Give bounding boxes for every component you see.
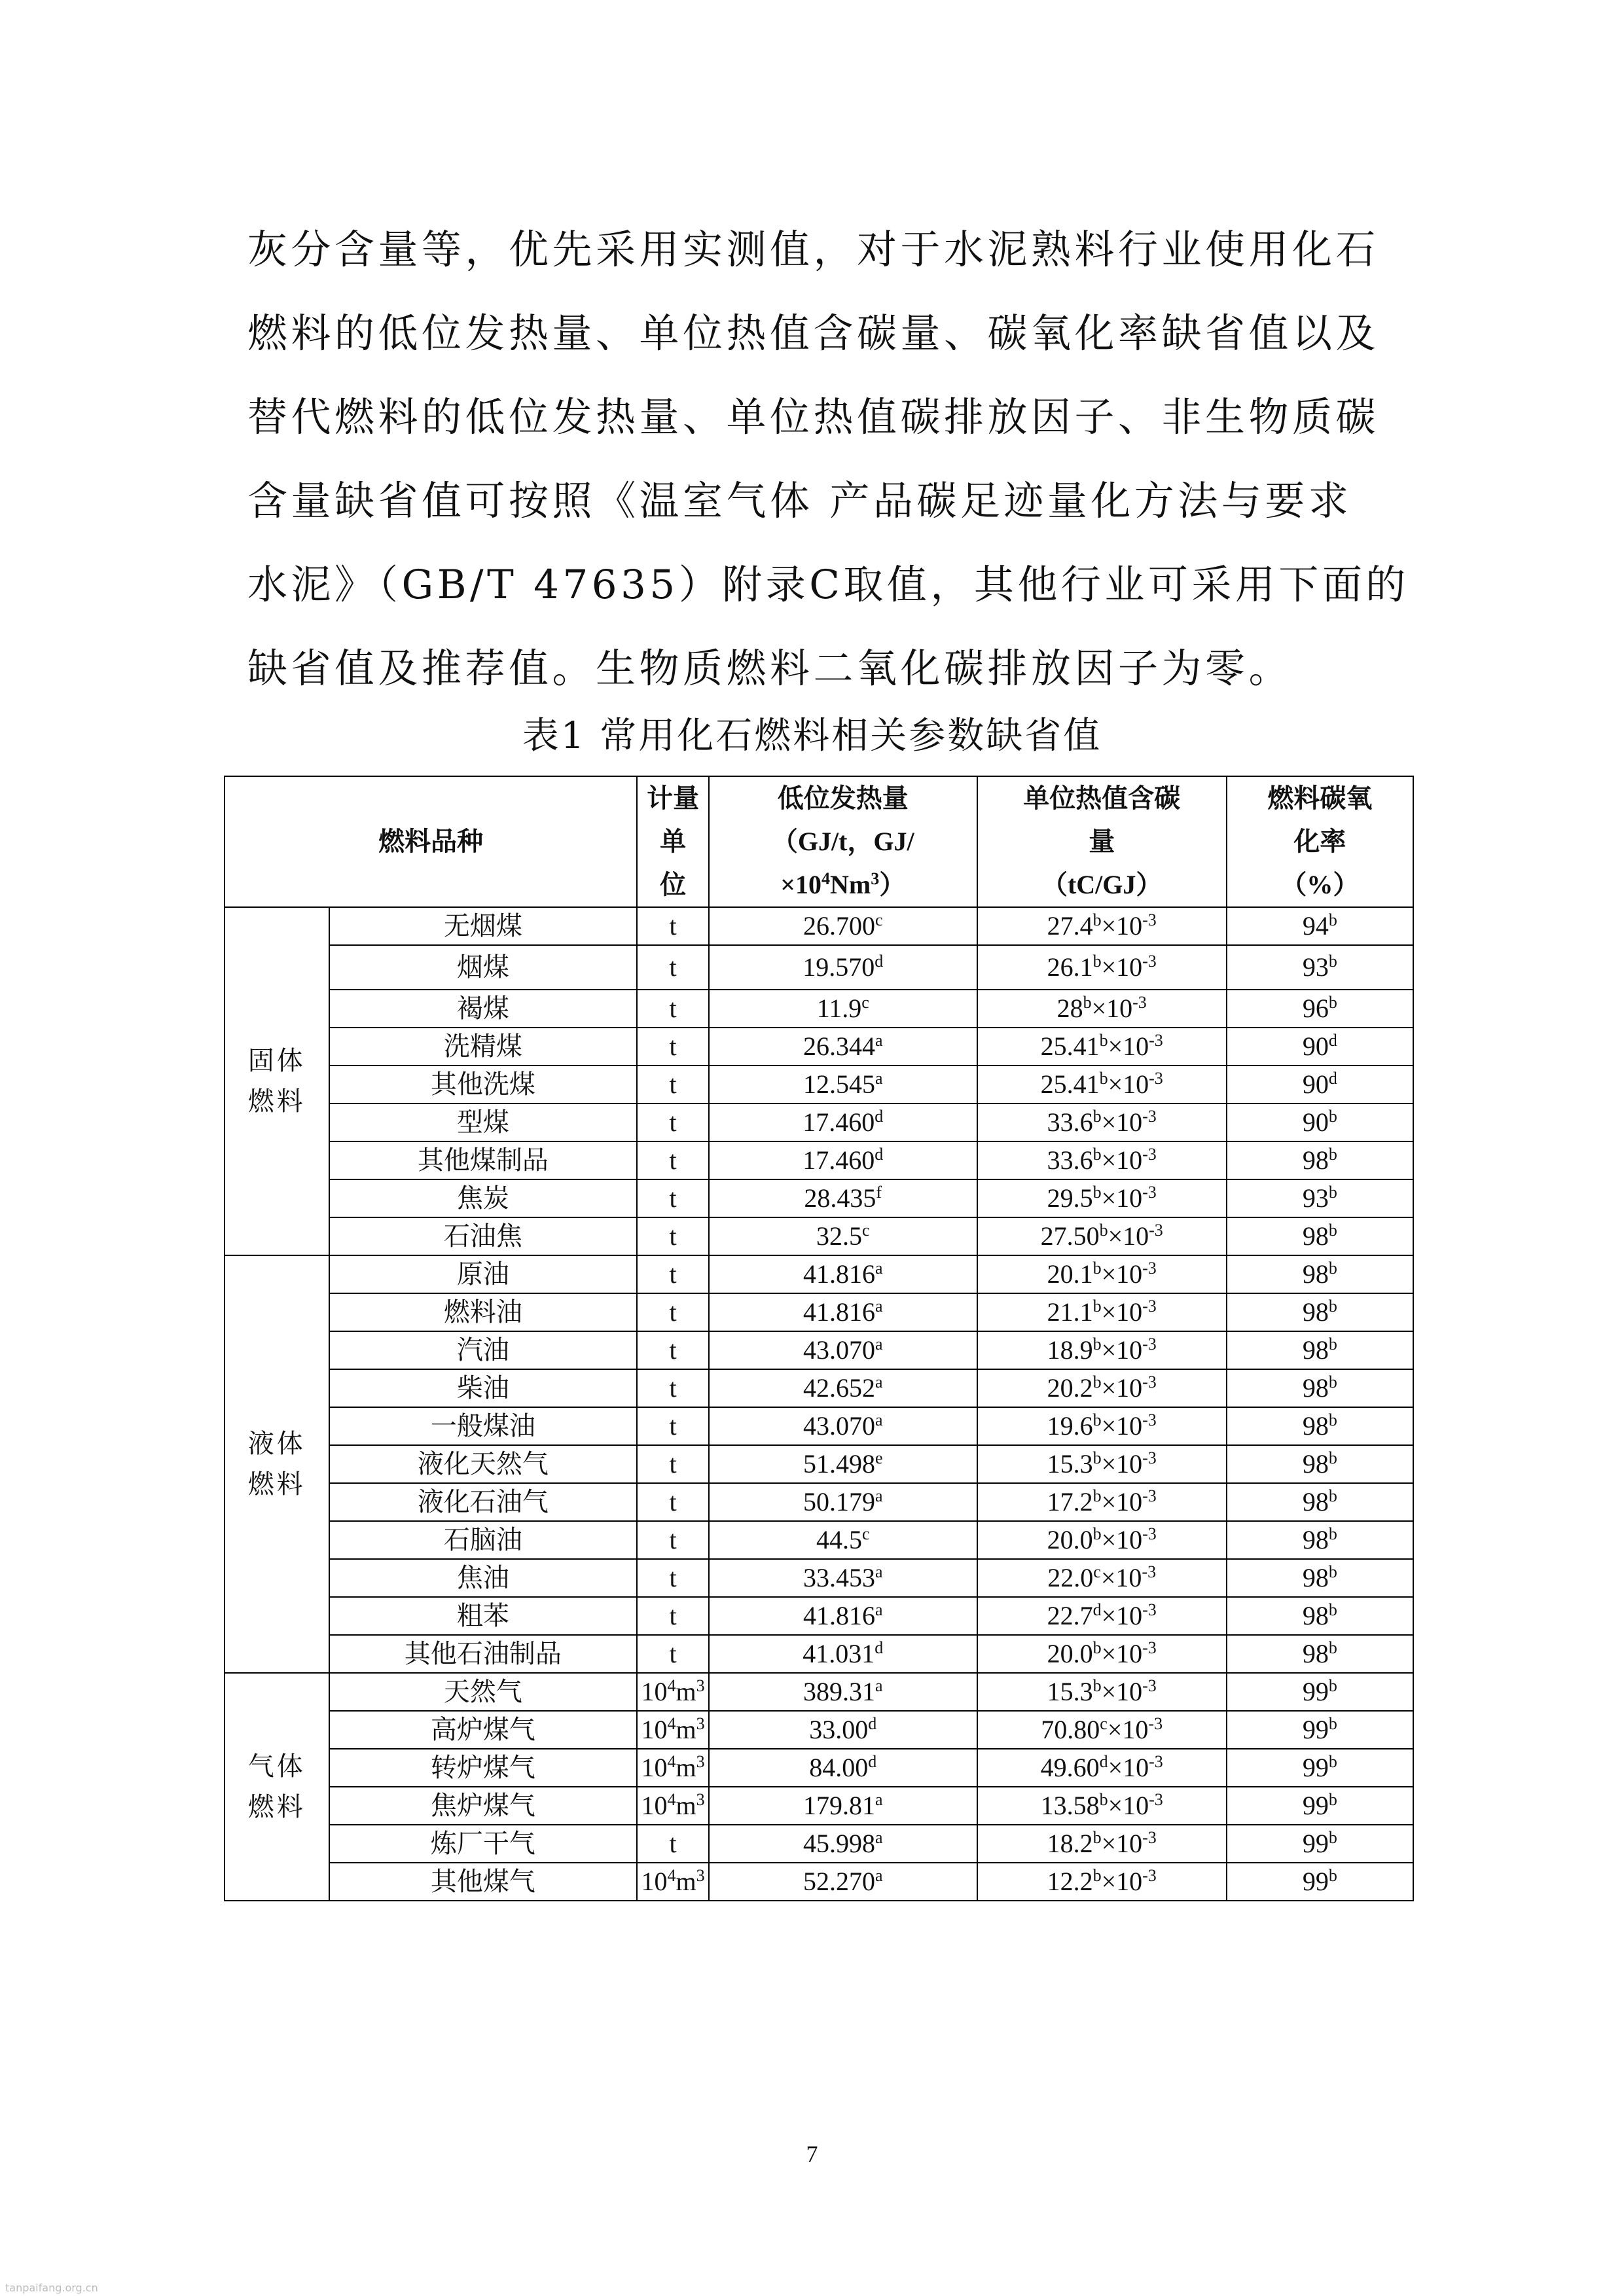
fuel-category-liquid: 液体 燃料 [225, 1255, 329, 1673]
carbon-content-cell: $29.5^b\times 10^{-3}$ [977, 1179, 1227, 1217]
ncv-cell: 32.5$^c$ [709, 1217, 977, 1255]
carbon-content-cell: $22.7^d\times 10^{-3}$ [977, 1597, 1227, 1635]
unit-cell: t [637, 1369, 709, 1407]
ncv-cell: 41.816$^a$ [709, 1255, 977, 1293]
unit-cell: $10^4m^3$ [637, 1749, 709, 1787]
ncv-cell: 26.700$^c$ [709, 907, 977, 945]
fuel-name-cell: 一般煤油 [329, 1407, 638, 1445]
unit-cell: t [637, 1597, 709, 1635]
fuel-name-cell: 汽油 [329, 1331, 638, 1369]
oxidation-rate-cell: 96$^b$ [1227, 990, 1413, 1028]
fuel-name-cell: 转炉煤气 [329, 1749, 638, 1787]
oxidation-rate-cell: 93$^b$ [1227, 1179, 1413, 1217]
carbon-content-cell: $27.4^b\times 10^{-3}$ [977, 907, 1227, 945]
table-row [225, 1066, 1413, 1103]
fuel-name-cell: 石脑油 [329, 1521, 638, 1559]
table-row [225, 1597, 1413, 1635]
carbon-content-cell: $13.58^b\times 10^{-3}$ [977, 1787, 1227, 1825]
oxidation-rate-cell: 90$^d$ [1227, 1066, 1413, 1103]
unit-cell: t [637, 1483, 709, 1521]
oxidation-rate-cell: 93$^b$ [1227, 945, 1413, 990]
carbon-content-cell: $19.6^b\times 10^{-3}$ [977, 1407, 1227, 1445]
carbon-content-cell: $26.1^b\times 10^{-3}$ [977, 945, 1227, 990]
table-caption: 表1 常用化石燃料相关参数缺省值 [522, 715, 1102, 757]
carbon-content-cell: $25.41^b\times 10^{-3}$ [977, 1028, 1227, 1066]
fuel-category-gas: 气体 燃料 [225, 1673, 329, 1901]
unit-cell: t [637, 990, 709, 1028]
table-row [225, 1483, 1413, 1521]
ncv-cell: 179.81$^a$ [709, 1787, 977, 1825]
unit-cell: t [637, 945, 709, 990]
unit-cell: t [637, 1825, 709, 1863]
table-row [225, 1407, 1413, 1445]
fuel-name-cell: 其他洗煤 [329, 1066, 638, 1103]
table-row [225, 1141, 1413, 1179]
carbon-content-cell: $33.6^b\times 10^{-3}$ [977, 1103, 1227, 1141]
ncv-cell: 41.816$^a$ [709, 1597, 977, 1635]
fuel-name-cell: 原油 [329, 1255, 638, 1293]
carbon-content-cell: $18.2^b\times 10^{-3}$ [977, 1825, 1227, 1863]
table-row [225, 1521, 1413, 1559]
oxidation-rate-cell: 99$^b$ [1227, 1787, 1413, 1825]
unit-cell: t [637, 1217, 709, 1255]
table-row [225, 1445, 1413, 1483]
ncv-cell: 41.816$^a$ [709, 1293, 977, 1331]
fuel-name-cell: 液化石油气 [329, 1483, 638, 1521]
oxidation-rate-cell: 98$^b$ [1227, 1597, 1413, 1635]
unit-cell: t [637, 1521, 709, 1559]
fuel-name-cell: 炼厂干气 [329, 1825, 638, 1863]
fuel-name-cell: 烟煤 [329, 945, 638, 990]
ncv-cell: 42.652$^a$ [709, 1369, 977, 1407]
ncv-cell: 52.270$^a$ [709, 1863, 977, 1901]
table-row [225, 907, 1413, 945]
carbon-content-cell: $17.2^b\times 10^{-3}$ [977, 1483, 1227, 1521]
carbon-content-cell: $25.41^b\times 10^{-3}$ [977, 1066, 1227, 1103]
header-unit: 计量单 位 [637, 776, 709, 907]
carbon-content-cell: $22.0^c\times 10^{-3}$ [977, 1559, 1227, 1597]
oxidation-rate-cell: 99$^b$ [1227, 1711, 1413, 1749]
ncv-cell: 84.00$^d$ [709, 1749, 977, 1787]
fuel-name-cell: 焦炭 [329, 1179, 638, 1217]
fuel-category-solid: 固体 燃料 [225, 907, 329, 1255]
carbon-content-cell: $20.1^b\times 10^{-3}$ [977, 1255, 1227, 1293]
fuel-name-cell: 天然气 [329, 1673, 638, 1711]
fuel-name-cell: 无烟煤 [329, 907, 638, 945]
oxidation-rate-cell: 98$^b$ [1227, 1331, 1413, 1369]
ncv-cell: 33.453$^a$ [709, 1559, 977, 1597]
fuel-name-cell: 其他煤制品 [329, 1141, 638, 1179]
oxidation-rate-cell: 98$^b$ [1227, 1407, 1413, 1445]
unit-cell: t [637, 1255, 709, 1293]
carbon-content-cell: $20.0^b\times 10^{-3}$ [977, 1521, 1227, 1559]
oxidation-rate-cell: 98$^b$ [1227, 1483, 1413, 1521]
carbon-content-cell: $33.6^b\times 10^{-3}$ [977, 1141, 1227, 1179]
table-row [225, 1103, 1413, 1141]
fuel-name-cell: 粗苯 [329, 1597, 638, 1635]
table-row [225, 1825, 1413, 1863]
ncv-cell: 50.179$^a$ [709, 1483, 977, 1521]
unit-cell: $10^4m^3$ [637, 1863, 709, 1901]
header-fuel-type: 燃料品种 [225, 776, 637, 907]
carbon-content-cell: $28^b\times 10^{-3}$ [977, 990, 1227, 1028]
unit-cell: t [637, 1293, 709, 1331]
oxidation-rate-cell: 98$^b$ [1227, 1445, 1413, 1483]
oxidation-rate-cell: 98$^b$ [1227, 1635, 1413, 1673]
oxidation-rate-cell: 98$^b$ [1227, 1559, 1413, 1597]
header-carbon-content: 单位热值含碳 量 （tC/GJ） [977, 776, 1227, 907]
carbon-content-cell: $12.2^b\times 10^{-3}$ [977, 1863, 1227, 1901]
ncv-cell: 33.00$^d$ [709, 1711, 977, 1749]
fuel-name-cell: 液化天然气 [329, 1445, 638, 1483]
table-row [225, 1179, 1413, 1217]
carbon-content-cell: $20.2^b\times 10^{-3}$ [977, 1369, 1227, 1407]
ncv-cell: 45.998$^a$ [709, 1825, 977, 1863]
paragraph-line: 缺省值及推荐值。生物质燃料二氧化碳排放因子为零。 [247, 645, 1293, 692]
oxidation-rate-cell: 99$^b$ [1227, 1749, 1413, 1787]
oxidation-rate-cell: 98$^b$ [1227, 1369, 1413, 1407]
unit-cell: t [637, 1141, 709, 1179]
oxidation-rate-cell: 98$^b$ [1227, 1293, 1413, 1331]
fuel-parameter-table [224, 776, 1414, 1901]
fuel-name-cell: 其他煤气 [329, 1863, 638, 1901]
fuel-name-cell: 高炉煤气 [329, 1711, 638, 1749]
page-number: 7 [806, 2141, 818, 2167]
unit-cell: t [637, 907, 709, 945]
oxidation-rate-cell: 98$^b$ [1227, 1255, 1413, 1293]
oxidation-rate-cell: 98$^b$ [1227, 1521, 1413, 1559]
header-oxidation-rate: 燃料碳氧 化率 （%） [1227, 776, 1413, 907]
carbon-content-cell: $70.80^c\times 10^{-3}$ [977, 1711, 1227, 1749]
table-row [225, 1673, 1413, 1711]
table-row [225, 1369, 1413, 1407]
table-row [225, 1028, 1413, 1066]
table-row [225, 1749, 1413, 1787]
carbon-content-cell: $20.0^b\times 10^{-3}$ [977, 1635, 1227, 1673]
unit-cell: $10^4m^3$ [637, 1711, 709, 1749]
fuel-name-cell: 石油焦 [329, 1217, 638, 1255]
unit-cell: $10^4m^3$ [637, 1787, 709, 1825]
table-row [225, 1787, 1413, 1825]
ncv-cell: 26.344$^a$ [709, 1028, 977, 1066]
carbon-content-cell: $49.60^d\times 10^{-3}$ [977, 1749, 1227, 1787]
ncv-cell: 12.545$^a$ [709, 1066, 977, 1103]
unit-cell: $10^4m^3$ [637, 1673, 709, 1711]
oxidation-rate-cell: 99$^b$ [1227, 1673, 1413, 1711]
paragraph-line: 替代燃料的低位发热量、单位热值碳排放因子、非生物质碳 [247, 394, 1380, 440]
unit-cell: t [637, 1559, 709, 1597]
paragraph-line: 含量缺省值可按照《温室气体 产品碳足迹量化方法与要求 [247, 478, 1352, 524]
ncv-cell: 41.031$^d$ [709, 1635, 977, 1673]
table-row [225, 1863, 1413, 1901]
fuel-name-cell: 洗精煤 [329, 1028, 638, 1066]
fuel-name-cell: 焦油 [329, 1559, 638, 1597]
ncv-cell: 28.435$^f$ [709, 1179, 977, 1217]
carbon-content-cell: $21.1^b\times 10^{-3}$ [977, 1293, 1227, 1331]
oxidation-rate-cell: 99$^b$ [1227, 1825, 1413, 1863]
table-row [225, 1711, 1413, 1749]
ncv-cell: 17.460$^d$ [709, 1141, 977, 1179]
ncv-cell: 43.070$^a$ [709, 1407, 977, 1445]
oxidation-rate-cell: 94$^b$ [1227, 907, 1413, 945]
oxidation-rate-cell: 90$^b$ [1227, 1103, 1413, 1141]
unit-cell: t [637, 1028, 709, 1066]
table-row [225, 1293, 1413, 1331]
oxidation-rate-cell: 98$^b$ [1227, 1141, 1413, 1179]
paragraph-line: 燃料的低位发热量、单位热值含碳量、碳氧化率缺省值以及 [247, 310, 1380, 357]
table-row [225, 945, 1413, 990]
table-row [225, 990, 1413, 1028]
fuel-name-cell: 褐煤 [329, 990, 638, 1028]
ncv-cell: 51.498e [709, 1445, 977, 1483]
ncv-cell: 19.570$^d$ [709, 945, 977, 990]
carbon-content-cell: $18.9^b\times 10^{-3}$ [977, 1331, 1227, 1369]
ncv-cell: 389.31$^a$ [709, 1673, 977, 1711]
unit-cell: t [637, 1103, 709, 1141]
fuel-name-cell: 燃料油 [329, 1293, 638, 1331]
paragraph-line: 灰分含量等，优先采用实测值，对于水泥熟料行业使用化石 [247, 226, 1380, 273]
ncv-cell: 44.5$^c$ [709, 1521, 977, 1559]
table-row [225, 1331, 1413, 1369]
fuel-name-cell: 柴油 [329, 1369, 638, 1407]
carbon-content-cell: $15.3^b\times 10^{-3}$ [977, 1673, 1227, 1711]
fuel-name-cell: 其他石油制品 [329, 1635, 638, 1673]
carbon-content-cell: $27.50^b\times 10^{-3}$ [977, 1217, 1227, 1255]
carbon-content-cell: $15.3^b\times 10^{-3}$ [977, 1445, 1227, 1483]
ncv-cell: 17.460$^d$ [709, 1103, 977, 1141]
table-row [225, 1217, 1413, 1255]
paragraph-line: 水泥》（GB/T 47635）附录C取值，其他行业可采用下面的 [247, 562, 1409, 608]
fuel-name-cell: 型煤 [329, 1103, 638, 1141]
unit-cell: t [637, 1066, 709, 1103]
table-row [225, 1635, 1413, 1673]
table-row [225, 1559, 1413, 1597]
fuel-name-cell: 焦炉煤气 [329, 1787, 638, 1825]
body-paragraph [247, 208, 1409, 711]
unit-cell: t [637, 1407, 709, 1445]
unit-cell: t [637, 1331, 709, 1369]
header-net-calorific-value: 低位发热量 （GJ/t，$GJ/\times 10^4Nm^3$） [709, 776, 977, 907]
ncv-cell: 11.9$^c$ [709, 990, 977, 1028]
oxidation-rate-cell: 99$^b$ [1227, 1863, 1413, 1901]
table-row [225, 1255, 1413, 1293]
oxidation-rate-cell: 90$^d$ [1227, 1028, 1413, 1066]
unit-cell: t [637, 1445, 709, 1483]
oxidation-rate-cell: 98$^b$ [1227, 1217, 1413, 1255]
unit-cell: t [637, 1635, 709, 1673]
unit-cell: t [637, 1179, 709, 1217]
watermark: tanpaifang.org.cn [5, 2282, 98, 2294]
table-header-row [225, 776, 1413, 907]
ncv-cell: 43.070$^a$ [709, 1331, 977, 1369]
